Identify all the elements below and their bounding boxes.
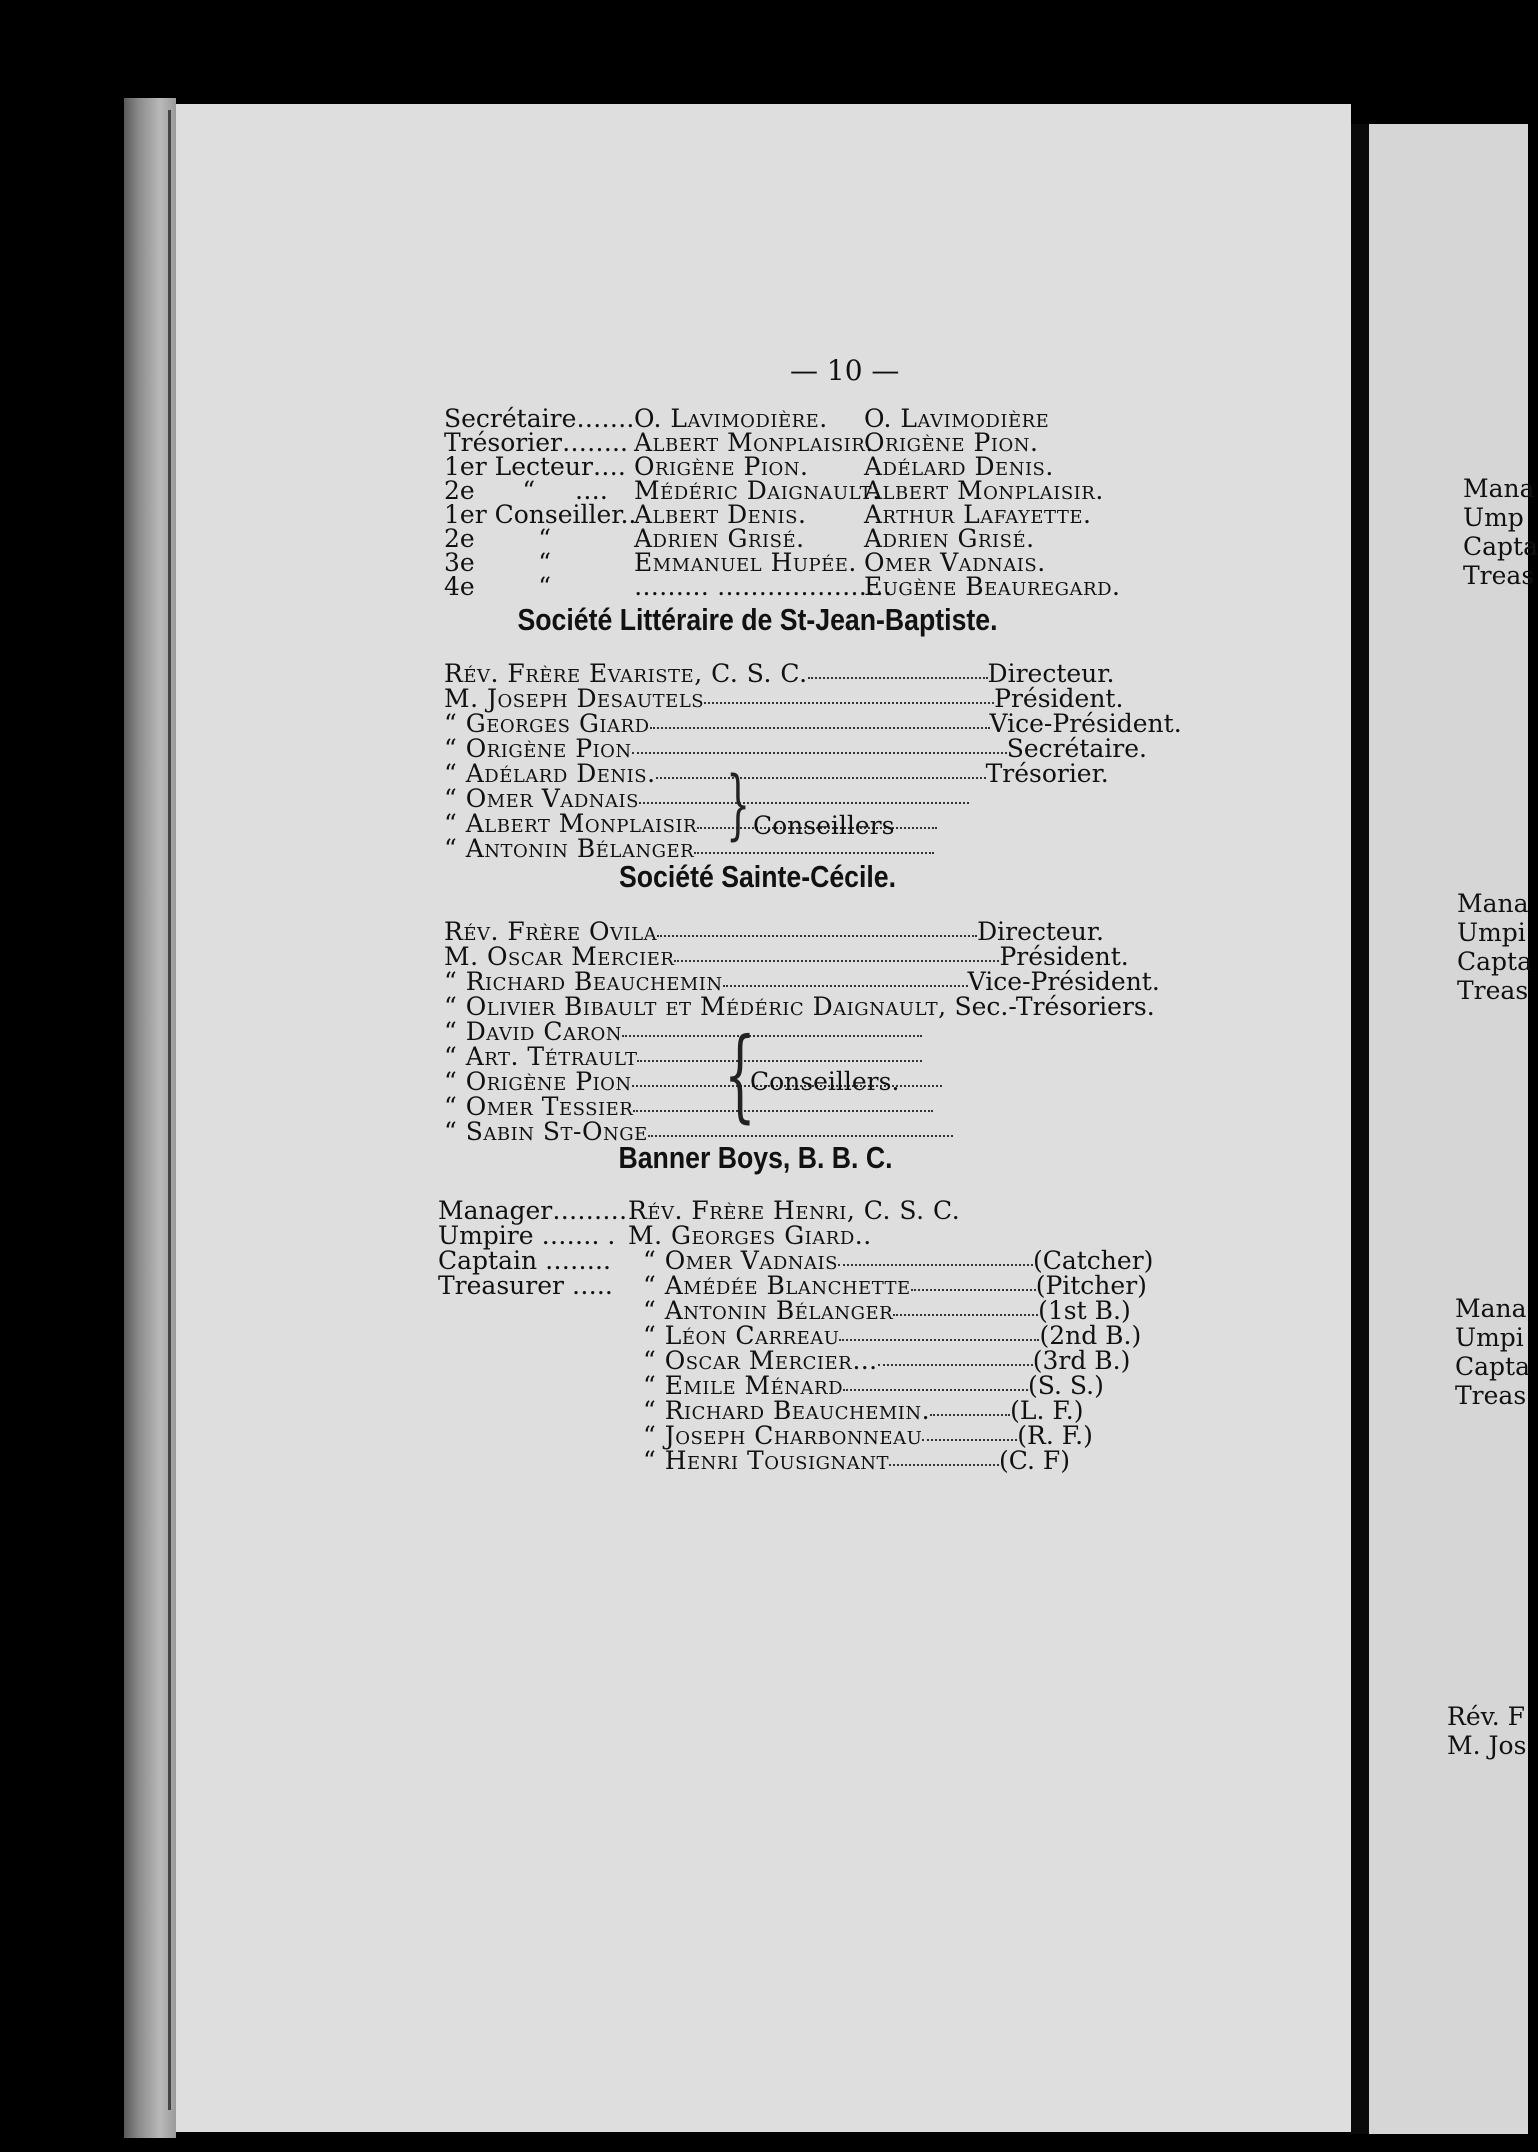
member-name: Rév. Frère Ovila <box>444 917 658 946</box>
dot-leader <box>878 1363 1033 1366</box>
staff-title: Treasurer ….. <box>438 1271 613 1300</box>
member-name: “ Art. Tétrault <box>444 1042 638 1071</box>
member-role: Sec.-Trésoriers. <box>954 992 1155 1021</box>
member-name: M. Joseph Desautels <box>444 684 705 713</box>
officer-col1: Médéric Daignault. <box>634 476 881 505</box>
brace-glyph: } <box>726 759 751 848</box>
member-name: “ Albert Monplaisir <box>444 809 698 838</box>
player-row <box>643 1446 1070 1475</box>
section-heading-banner-boys: Banner Boys, B. B. C. <box>618 1140 893 1175</box>
player-position: (3rd B.) <box>1032 1346 1131 1375</box>
dot-leader <box>639 801 969 804</box>
officer-title: 2e “ <box>444 524 552 553</box>
staff-title: Umpire ……. . <box>438 1221 616 1250</box>
member-role: Président. <box>994 684 1124 713</box>
player-position: (1st B.) <box>1038 1296 1131 1325</box>
member-name: M. Oscar Mercier <box>444 942 675 971</box>
player-name: “ Omer Vadnais <box>643 1246 838 1275</box>
officer-title: 4e “ <box>444 572 552 601</box>
officer-col1: Adrien Grisé. <box>634 524 805 553</box>
dot-leader <box>656 776 986 779</box>
fragment-group <box>1463 474 1538 590</box>
officer-title: 1er Conseiller.. <box>444 500 637 529</box>
member-name: “ Richard Beauchemin <box>444 967 723 996</box>
fragment-line: Capta <box>1455 1352 1530 1381</box>
member-name: “ Origène Pion <box>444 734 632 763</box>
member-name: “ Omer Tessier <box>444 1092 634 1121</box>
dot-leader <box>650 726 990 729</box>
player-position: (C. F) <box>998 1446 1070 1475</box>
fragment-line: Treas <box>1463 561 1535 590</box>
officer-title: Trésorier…….. <box>444 428 628 457</box>
fragment-line: Mana <box>1455 1294 1527 1323</box>
section-heading-st-jean-baptiste: Société Littéraire de St-Jean-Baptiste. <box>517 602 998 637</box>
player-name: “ Oscar Mercier… <box>643 1346 878 1375</box>
officer-col2: Origène Pion. <box>864 428 1039 457</box>
fragment-line: Ump <box>1463 503 1524 532</box>
dot-leader <box>889 1463 999 1466</box>
officer-col1: Emmanuel Hupée. <box>634 548 857 577</box>
brace-glyph: { <box>724 1016 756 1133</box>
officer-col1: O. Lavimodière. <box>634 404 828 433</box>
member-role: Vice-Président. <box>989 709 1182 738</box>
staff-name: Rév. Frère Henri, C. S. C. <box>628 1196 961 1225</box>
officer-col2: O. Lavimodière <box>864 404 1050 433</box>
dot-leader <box>922 1438 1017 1441</box>
player-name: “ Amédée Blanchette <box>643 1271 911 1300</box>
player-name: “ Joseph Charbonneau <box>643 1421 923 1450</box>
officer-col2: Omer Vadnais. <box>864 548 1046 577</box>
fragment-line: Treas <box>1455 1381 1527 1410</box>
fragment-line: Capta <box>1457 947 1532 976</box>
dot-leader <box>648 1134 953 1137</box>
officer-col1: Origène Pion. <box>634 452 809 481</box>
dot-leader <box>843 1388 1028 1391</box>
player-position: (Catcher) <box>1032 1246 1154 1275</box>
fragment-line: Capta <box>1463 532 1538 561</box>
officer-title: Secrétaire……. <box>444 404 635 433</box>
member-name: Rév. Frère Evariste, C. S. C. <box>444 659 808 688</box>
player-name: “ Richard Beauchemin. <box>643 1396 931 1425</box>
fragment-line: Umpi <box>1455 1323 1524 1352</box>
officer-row <box>444 572 1120 601</box>
player-position: (2nd B.) <box>1039 1321 1142 1350</box>
dot-leader <box>911 1288 1036 1291</box>
officer-col2: Adrien Grisé. <box>864 524 1035 553</box>
dot-leader <box>674 959 999 962</box>
page-gutter <box>1351 124 1369 2134</box>
spine-shadow-line <box>168 110 171 2110</box>
member-role: Président. <box>999 942 1129 971</box>
member-name: “ Antonin Bélanger <box>444 834 695 863</box>
member-name: “ Origène Pion <box>444 1067 632 1096</box>
member-role: Trésorier. <box>985 759 1109 788</box>
dot-leader <box>893 1313 1038 1316</box>
officer-title: 3e “ <box>444 548 552 577</box>
officer-col2: Adélard Denis. <box>864 452 1054 481</box>
player-position: (Pitcher) <box>1035 1271 1147 1300</box>
dot-leader <box>808 676 988 679</box>
dot-leader <box>633 1109 933 1112</box>
section-heading-sainte-cecile: Société Sainte-Cécile. <box>618 859 897 894</box>
staff-title: Manager……… <box>438 1196 628 1225</box>
member-name: “ Olivier Bibault et Médéric Daignault, <box>444 992 947 1021</box>
fragment-line: M. Jos <box>1447 1731 1527 1760</box>
dot-leader <box>694 851 934 854</box>
dot-leader <box>704 701 994 704</box>
officer-title: 2e “ …. <box>444 476 608 505</box>
staff-name: M. Georges Giard.. <box>628 1221 872 1250</box>
adjacent-page-fragment <box>1369 124 1538 2134</box>
staff-title: Captain …….. <box>438 1246 611 1275</box>
member-name: “ Omer Vadnais <box>444 784 639 813</box>
officer-col1: ……… ………………… <box>634 572 892 601</box>
page-number: — 10 — <box>790 354 900 387</box>
player-name: “ Henri Tousignant <box>643 1446 889 1475</box>
fragment-group <box>1447 1702 1526 1760</box>
fragment-line: Rév. F <box>1447 1702 1526 1731</box>
member-role: Secrétaire. <box>1006 734 1147 763</box>
player-position: (S. S.) <box>1028 1371 1104 1400</box>
member-role: Directeur. <box>977 917 1104 946</box>
officer-col2: Eugène Beauregard. <box>864 572 1121 601</box>
dot-leader <box>723 984 968 987</box>
fragment-line: Mana <box>1457 889 1529 918</box>
officer-title: 1er Lecteur…. <box>444 452 626 481</box>
member-role: Directeur. <box>987 659 1115 688</box>
fragment-group <box>1455 1294 1530 1410</box>
officer-col2: Arthur Lafayette. <box>864 500 1092 529</box>
fragment-group <box>1457 889 1532 1005</box>
member-name: “ Sabin St-Onge <box>444 1117 648 1146</box>
member-name: “ David Caron <box>444 1017 623 1046</box>
officer-col1: Albert Monplaisir. <box>634 428 874 457</box>
dot-leader <box>632 751 1007 754</box>
player-name: “ Emile Ménard <box>643 1371 844 1400</box>
fragment-line: Umpi <box>1457 918 1526 947</box>
dot-leader <box>622 1034 922 1037</box>
player-position: (R. F.) <box>1017 1421 1093 1450</box>
fragment-line: Treas <box>1457 976 1529 1005</box>
fragment-line: Mana <box>1463 474 1535 503</box>
officer-col2: Albert Monplaisir. <box>864 476 1104 505</box>
member-name: “ Georges Giard <box>444 709 650 738</box>
dot-leader <box>930 1413 1010 1416</box>
scanned-page <box>176 104 1351 2132</box>
dot-leader <box>839 1338 1039 1341</box>
dot-leader <box>838 1263 1033 1266</box>
dot-leader <box>637 1059 922 1062</box>
player-name: “ Antonin Bélanger <box>643 1296 894 1325</box>
group-role-conseillers: Conseillers <box>753 811 895 840</box>
group-role-conseillers: Conseillers. <box>750 1067 900 1096</box>
member-name: “ Adélard Denis. <box>444 759 656 788</box>
member-role: Vice-Président. <box>967 967 1160 996</box>
dot-leader <box>657 934 977 937</box>
officer-col1: Albert Denis. <box>634 500 807 529</box>
player-name: “ Léon Carreau <box>643 1321 840 1350</box>
player-position: (L. F.) <box>1010 1396 1084 1425</box>
